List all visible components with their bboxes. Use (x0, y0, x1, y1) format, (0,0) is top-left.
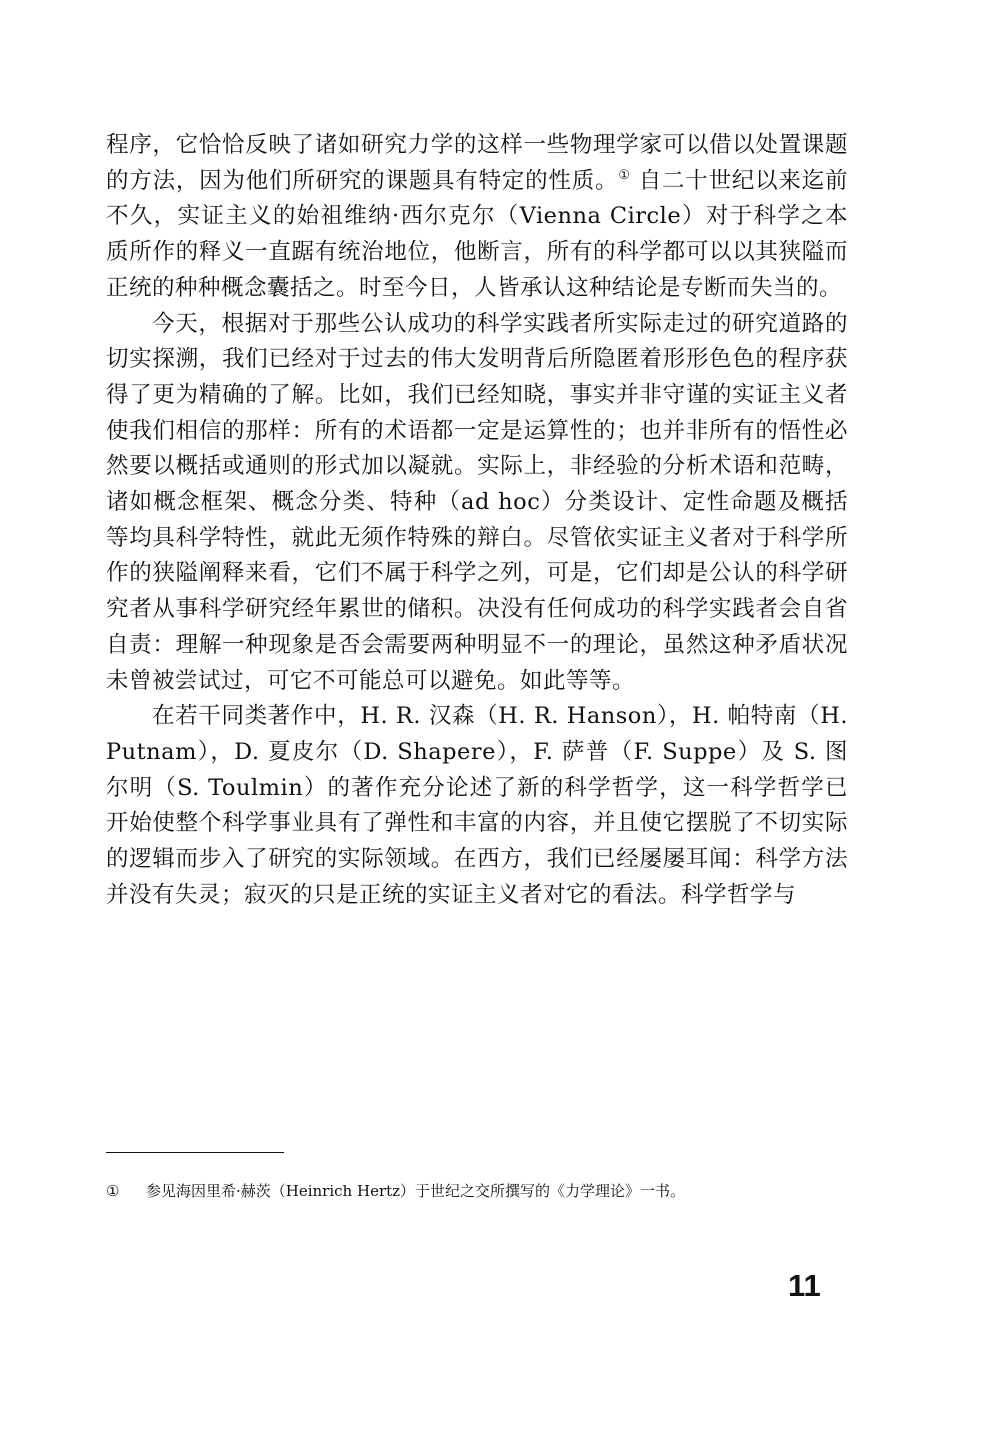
page-number: 11 (788, 1268, 821, 1303)
paragraph-1-text: 程序，它恰恰反映了诸如研究力学的这样一些物理学家可以借以处置课题的方法，因为他们所研究的课题具有特定的性质。 (106, 132, 848, 194)
paragraph-1 (106, 128, 848, 307)
paragraph-3: 在若干同类著作中，H. R. 汉森（H. R. Hanson），H. 帕特南（H. Putnam），D. 夏皮尔（D. Shapere），F. 萨普（F. Suppe）及 S. 图尔明（S. Toulmin）的著作充分论述了新的科学哲学，这一科学哲学已开始使整个科学事业具有了弹性和丰富的内容，并且使它摆脱了不切实际的逻辑而步入了研究的实际领域。在西方，我们已经屡屡耳闻：科学方法并没有失灵；寂灭的只是正统的实证主义者对它的看法。科学哲学与 (106, 703, 848, 908)
paragraph-2: 今天，根据对于那些公认成功的科学实践者所实际走过的研究道路的切实探溯，我们已经对于过去的伟大发明背后所隐匿着形形色色的程序获得了更为精确的了解。比如，我们已经知晓，事实并非守谨的实证主义者使我们相信的那样：所有的术语都一定是运算性的；也并非所有的悟性必然要以概括或通则的形式加以凝就。实际上，非经验的分析术语和范畴，诸如概念框架、概念分类、特种（ad hoc）分类设计、定性命题及概括等均具科学特性，就此无须作特殊的辩白。尽管依实证主义者对于科学所作的狭隘阐释来看，它们不属于科学之列，可是，它们却是公认的科学研究者从事科学研究经年累世的储积。决没有任何成功的科学实践者会自省自责：理解一种现象是否会需要两种明显不一的理论，虽然这种矛盾状况未曾被尝试过，可它不可能总可以避免。如此等等。 (106, 310, 848, 694)
paragraph-1-text-continued: 自二十世纪以来迄前不久，实证主义的始祖维纳·西尔克尔（Vienna Circle）对于科学之本质所作的释义一直踞有统治地位，他断言，所有的科学都可以以其狭隘而正统的种种概念囊括之。时至今日，人皆承认这种结论是专断而失当的。 (106, 167, 848, 301)
footnote-mark: ① (106, 1182, 120, 1200)
footnote (106, 1180, 848, 1202)
footnote-reference[interactable]: ① (618, 167, 631, 183)
body-text (106, 128, 848, 913)
footnote-text: 参见海因里希·赫茨（Heinrich Hertz）于世纪之交所撰写的《力学理论》一书。 (146, 1182, 686, 1200)
footnote-divider (106, 1152, 284, 1153)
